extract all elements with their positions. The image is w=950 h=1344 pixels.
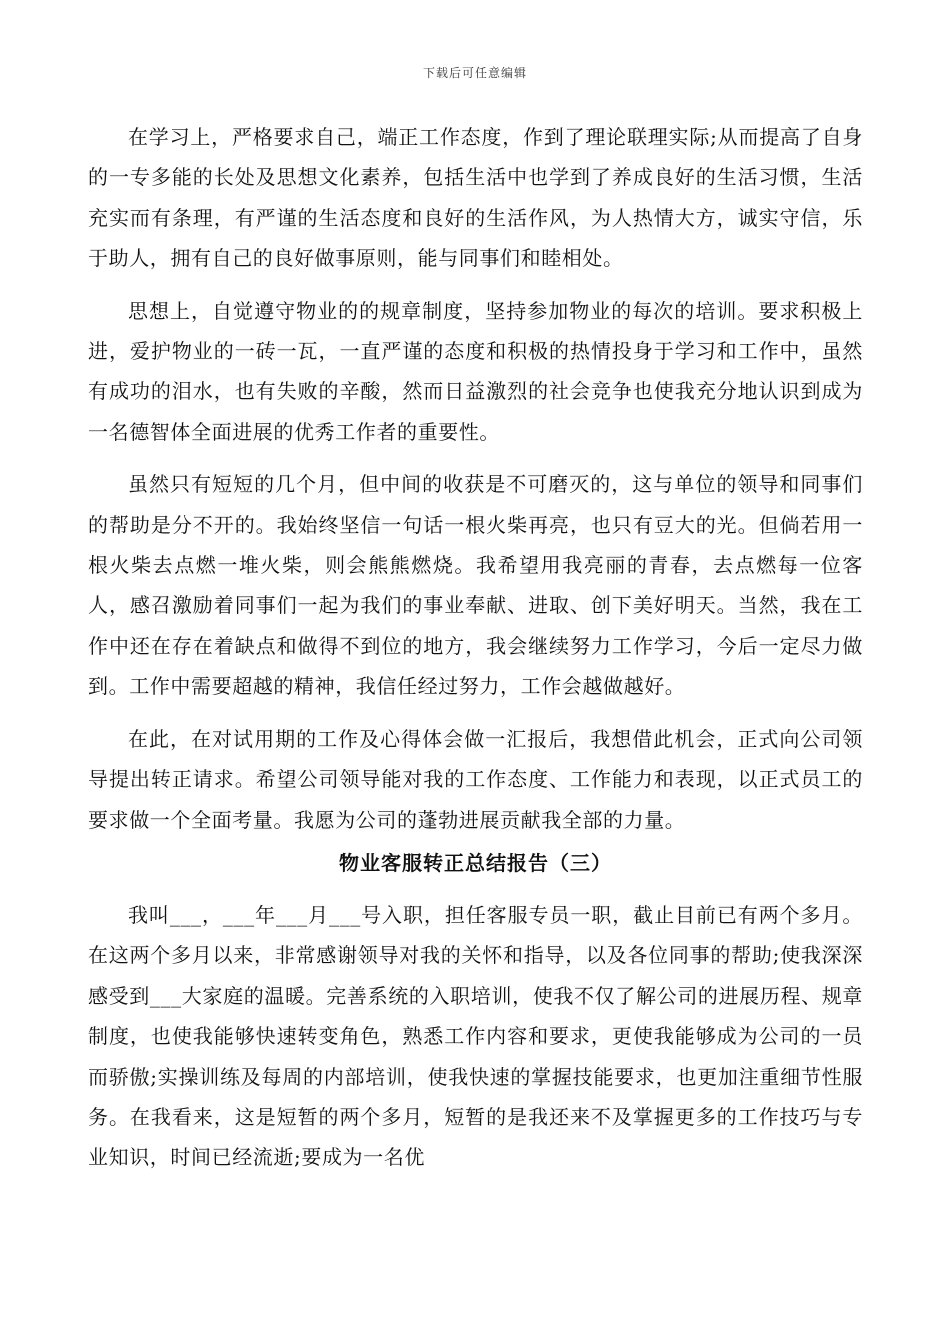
section-title: 物业客服转正总结报告（三） [339, 850, 612, 875]
paragraph-thought: 思想上，自觉遵守物业的的规章制度，坚持参加物业的每次的培训。要求积极上进，爱护物业的一砖一瓦，一直严谨的态度和积极的热情投身于学习和工作中，虽然有成功的泪水，也有失败的辛酸，然而日益激烈的社会竞争也使我充分地认识到成为一名德智体全面进展的优秀工作者的重要性。 [88, 298, 863, 444]
paragraph-harvest: 虽然只有短短的几个月，但中间的收获是不可磨灭的，这与单位的领导和同事们的帮助是分不开的。我始终坚信一句话一根火柴再亮，也只有豆大的光。但倘若用一根火柴去点燃一堆火柴，则会熊熊燃烧。我希望用我亮丽的青春，去点燃每一位客人，感召激励着同事们一起为我们的事业奉献、进取、创下美好明天。当然，我在工作中还在存在着缺点和做得不到位的地方，我会继续努力工作学习，今后一定尽力做到。工作中需要超越的精神，我信任经过努力，工作会越做越好。 [88, 472, 863, 699]
paragraph-intro: 我叫___，___年___月___号入职，担任客服专员一职，截止目前已有两个多月。在这两个多月以来，非常感谢领导对我的关怀和指导，以及各位同事的帮助;使我深深感受到___大家庭的温暖。完善系统的入职培训，使我不仅了解公司的进展历程、规章制度，也使我能够快速转变角色，熟悉工作内容和要求，更使我能够成为公司的一员而骄傲;实操训练及每周的内部培训，使我快速的掌握技能要求，也更加注重细节性服务。在我看来，这是短暂的两个多月，短暂的是我还来不及掌握更多的工作技巧与专业知识，时间已经流逝;要成为一名优 [88, 902, 863, 1170]
paragraph-request: 在此，在对试用期的工作及心得体会做一汇报后，我想借此机会，正式向公司领导提出转正请求。希望公司领导能对我的工作态度、工作能力和表现，以正式员工的要求做一个全面考量。我愿为公司的蓬勃进展贡献我全部的力量。 [88, 726, 863, 832]
document-body [88, 117, 863, 1178]
paragraph-study: 在学习上，严格要求自己，端正工作态度，作到了理论联理实际;从而提高了自身的一专多能的长处及思想文化素养，包括生活中也学到了养成良好的生活习惯，生活充实而有条理，有严谨的生活态度和良好的生活作风，为人热情大方，诚实守信，乐于助人，拥有自己的良好做事原则，能与同事们和睦相处。 [88, 125, 863, 271]
page-header: 下载后可任意编辑 [422, 66, 527, 80]
